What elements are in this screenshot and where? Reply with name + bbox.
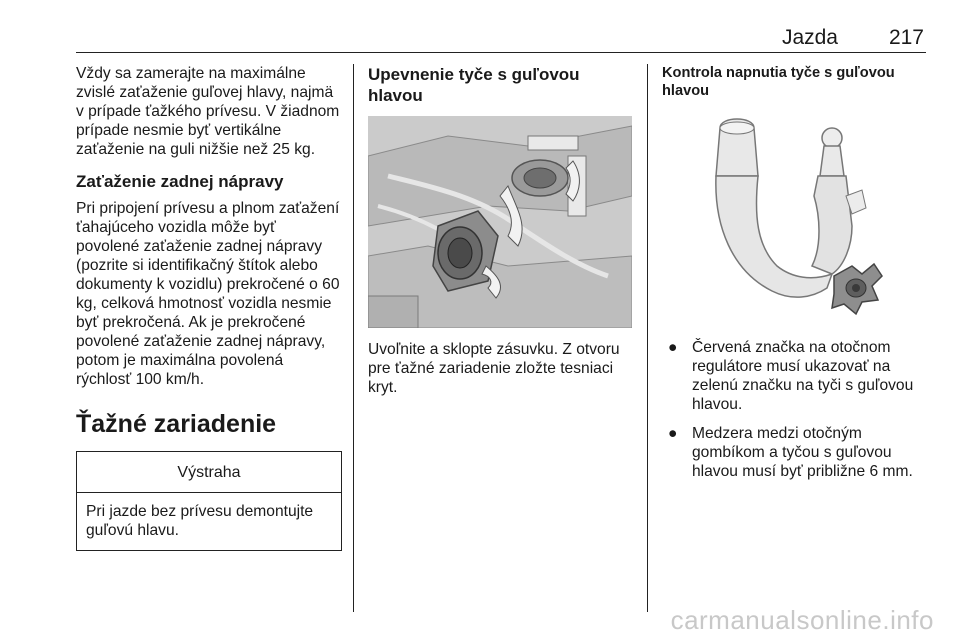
bullet-text: Červená značka na otočnom regulátore musí ukazovať na zelenú značku na tyči s guľovou hlavou. [692, 339, 914, 413]
warning-text: Pri jazde bez prívesu demontujte guľovú hlavu. [86, 503, 314, 539]
column-divider-right [647, 64, 648, 612]
socket-illustration [368, 116, 632, 328]
bullet-icon: ● [668, 425, 678, 442]
bullet-icon: ● [668, 339, 678, 356]
column-middle [368, 64, 632, 397]
socket-drawing [368, 116, 632, 328]
ball-bar-drawing [662, 106, 926, 326]
tension-heading: Kontrola napnutia tyče s guľovou hlavou [662, 65, 895, 99]
watermark: carmanualsonline.info [670, 605, 934, 635]
column-divider-left [353, 64, 354, 612]
ball-bar-illustration [662, 106, 926, 326]
list-item [662, 338, 926, 414]
column-left [76, 64, 342, 551]
mounting-paragraph: Uvoľnite a sklopte zásuvku. Z otvoru pre ťažné zariadenie zložte tesniaci kryt. [368, 341, 620, 396]
chapter-title: Jazda [781, 26, 838, 49]
rear-axle-paragraph: Pri pripojení prívesu a plnom zaťažení ťahajúceho vozidla môže byť povolené zaťaženie zadnej nápravy (pozrite si identifikačný štítok alebo dokumenty k vozidlu) prekročené o 60 kg, celková hmotnosť vozidla nesmie byť prekročená. Ak je prekročené povolené zaťaženie zadnej nápravy, potom je maximálna povolená rýchlosť 100 km/h. [76, 200, 340, 388]
list-item [662, 424, 926, 481]
column-right [662, 64, 926, 491]
towing-heading: Ťažné zariadenie [76, 410, 277, 438]
rear-axle-heading: Zaťaženie zadnej nápravy [76, 172, 284, 191]
mounting-heading: Upevnenie tyče s guľovou hlavou [368, 65, 580, 105]
page-header [76, 22, 926, 53]
tension-bullet-list [662, 338, 926, 481]
intro-paragraph: Vždy sa zamerajte na maximálne zvislé zaťaženie guľovej hlavy, najmä v prípade ťažkého prívesu. V žiadnom prípade nesmie byť vertikálne zaťaženie na guli nižšie než 25 kg. [76, 65, 340, 158]
bullet-text: Medzera medzi otočným gombíkom a tyčou s guľovou hlavou musí byť približne 6 mm. [692, 425, 913, 480]
warning-box [76, 451, 342, 551]
page-number: 217 [888, 26, 924, 49]
warning-title: Výstraha [77, 452, 341, 493]
